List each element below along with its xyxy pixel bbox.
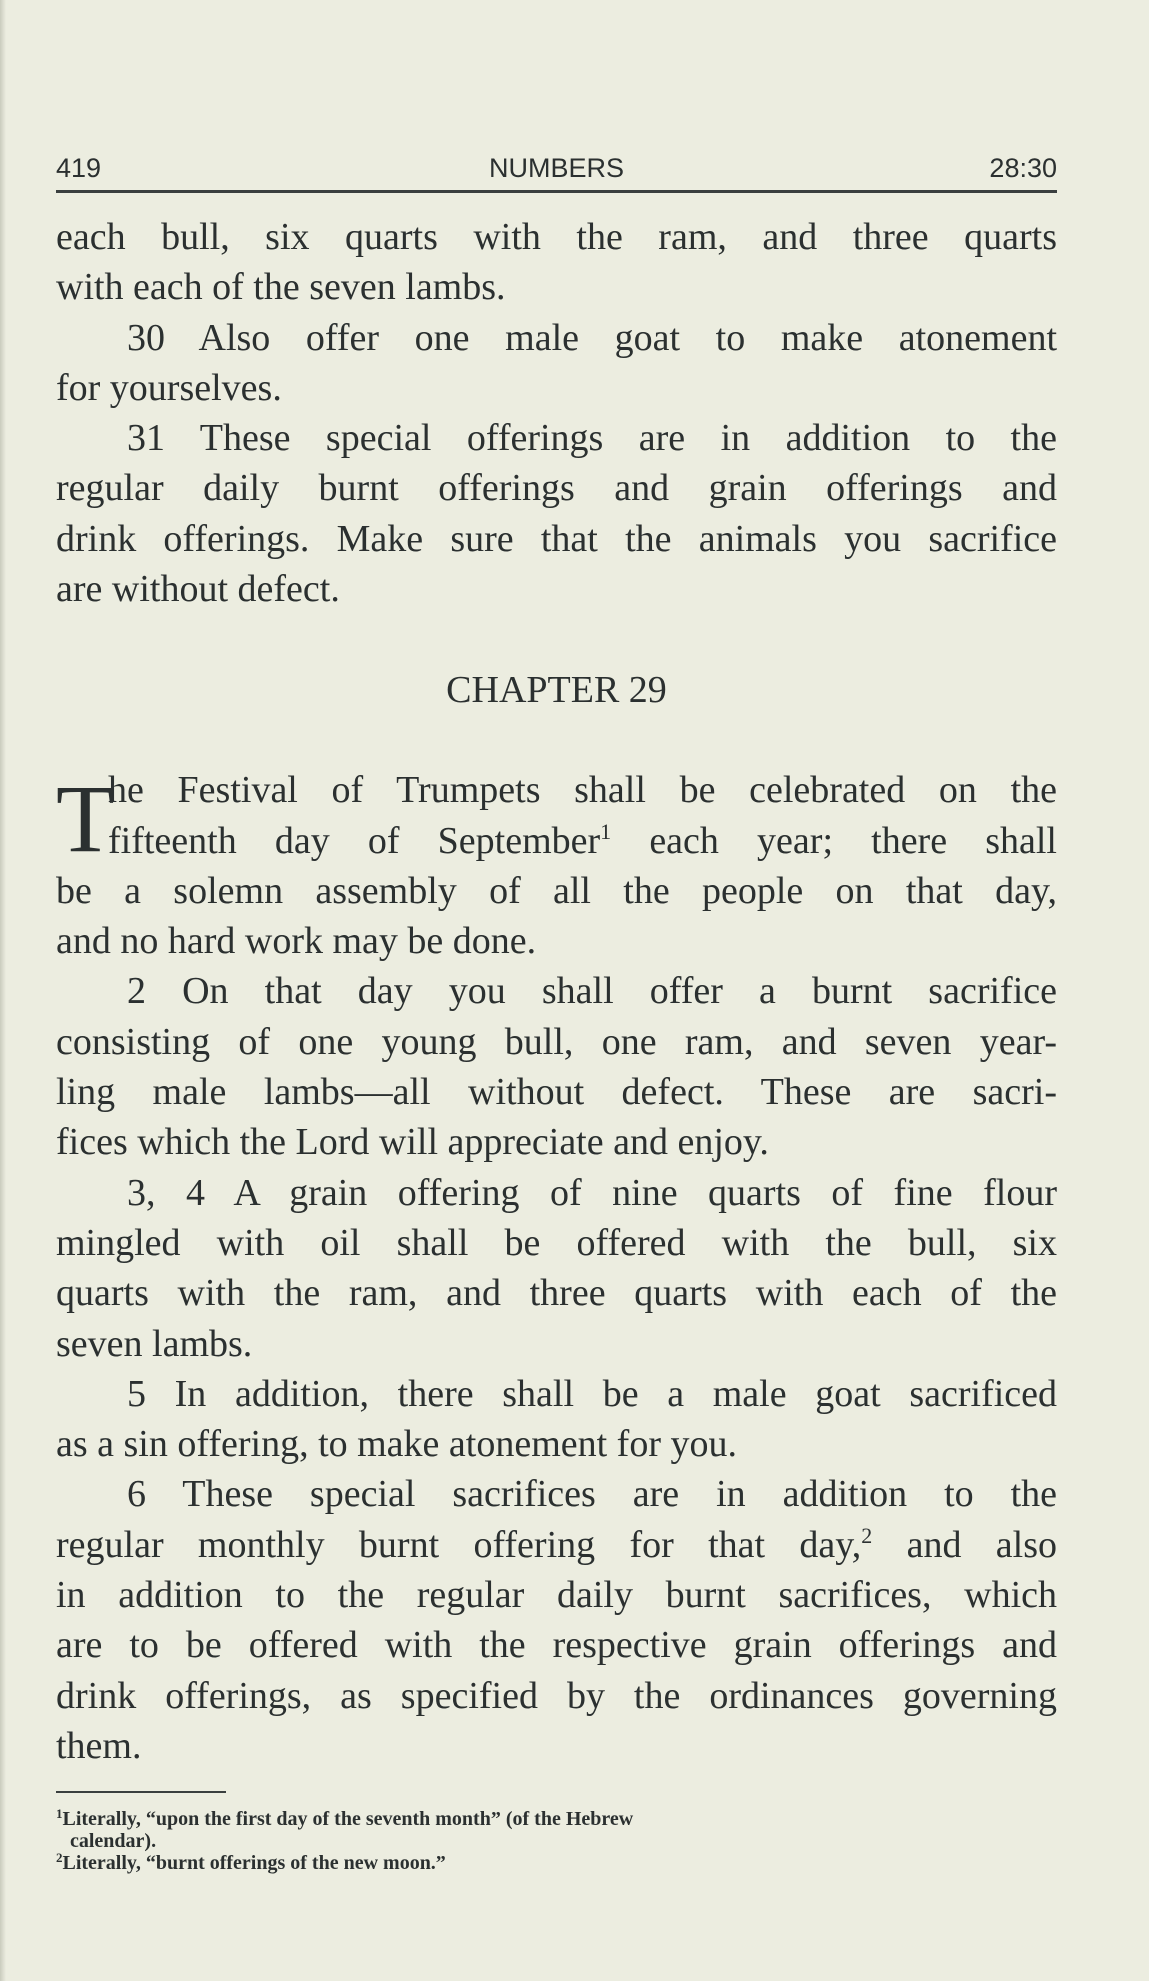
paragraph bbox=[56, 1369, 1057, 1470]
footnotes bbox=[56, 1808, 1057, 1874]
text-line bbox=[56, 1469, 1057, 1519]
line-text: 6 These special sacrifices are in addition to the bbox=[127, 1473, 1057, 1516]
book-title: NUMBERS bbox=[488, 153, 624, 183]
paragraph bbox=[56, 1168, 1057, 1369]
line-text: fices which the Lord will appreciate and enjoy. bbox=[56, 1121, 769, 1164]
line-text: 2 On that day you shall offer a burnt sacrifice bbox=[127, 970, 1057, 1013]
paragraph bbox=[56, 1469, 1057, 1771]
footnote-marker: 1 bbox=[600, 818, 612, 844]
text-line bbox=[56, 1570, 1057, 1620]
text-line bbox=[56, 1369, 1057, 1419]
line-text: in addition to the regular daily burnt sacrifices, which bbox=[56, 1574, 1057, 1617]
footnote-number: 1 bbox=[56, 1806, 63, 1821]
footnote bbox=[56, 1852, 1057, 1874]
spacer bbox=[56, 715, 1057, 765]
text-line bbox=[56, 1620, 1057, 1670]
header-rule bbox=[56, 190, 1057, 193]
text-line bbox=[56, 1419, 1057, 1469]
line-text: seven lambs. bbox=[56, 1322, 253, 1365]
line-text: consisting of one young bull, one ram, and seven year- bbox=[56, 1020, 1057, 1063]
line-text: drink offerings, as specified by the ordinances governing bbox=[56, 1674, 1057, 1717]
chapter-verse-reference: 28:30 bbox=[989, 153, 1057, 183]
paragraph bbox=[56, 966, 1057, 1167]
text-line: each bull, six quarts with the ram, and three quarts bbox=[56, 216, 1057, 258]
text-line bbox=[56, 1067, 1057, 1117]
page-body bbox=[56, 212, 1057, 1771]
line-text: and no hard work may be done. bbox=[56, 920, 537, 963]
text-line bbox=[56, 1319, 1057, 1369]
text-line bbox=[56, 1520, 1057, 1570]
text-line bbox=[56, 765, 1057, 815]
text-line: for yourselves. bbox=[56, 366, 282, 409]
line-text: them. bbox=[56, 1724, 142, 1767]
text-line: are without defect. bbox=[56, 568, 340, 611]
text-line: drink offerings. Make sure that the animals you sacrifice bbox=[56, 517, 1057, 560]
line-text: he Festival of Trumpets shall be celebrated on the bbox=[108, 769, 1057, 812]
footnote-rule bbox=[56, 1791, 226, 1793]
drop-cap: T bbox=[56, 765, 115, 873]
text-line bbox=[56, 1017, 1057, 1067]
line-text: as a sin offering, to make atonement for you. bbox=[56, 1423, 737, 1466]
line-text: 3, 4 A grain offering of nine quarts of fine flour bbox=[127, 1171, 1057, 1214]
paragraph bbox=[56, 765, 1057, 966]
text-line bbox=[56, 1268, 1057, 1318]
text-line bbox=[56, 1218, 1057, 1268]
line-text: quarts with the ram, and three quarts with each of the bbox=[56, 1272, 1057, 1315]
footnote-number: 2 bbox=[56, 1850, 63, 1865]
text-line bbox=[56, 966, 1057, 1016]
text-line: regular daily burnt offerings and grain offerings and bbox=[56, 467, 1057, 510]
line-text: fifteenth day of September bbox=[108, 819, 601, 862]
line-text: be a solemn assembly of all the people on that day, bbox=[56, 869, 1057, 912]
text-line: 31 These special offerings are in addition to the bbox=[127, 417, 1057, 460]
text-line bbox=[56, 916, 1057, 966]
footnote-text: Literally, “burnt offerings of the new moon.” bbox=[62, 1852, 446, 1874]
footnote-marker: 2 bbox=[861, 1522, 873, 1548]
footnote bbox=[56, 1808, 1057, 1852]
paragraph bbox=[56, 413, 1057, 614]
running-header bbox=[56, 150, 1057, 186]
spacer bbox=[56, 614, 1057, 664]
line-text: each year; there shall bbox=[611, 819, 1057, 862]
text-line bbox=[56, 866, 1057, 916]
text-line: 30 Also offer one male goat to make atonement bbox=[127, 316, 1057, 359]
text-line bbox=[56, 1721, 1057, 1771]
text-line bbox=[56, 1168, 1057, 1218]
text-line: with each of the seven lambs. bbox=[56, 266, 506, 309]
line-text: 5 In addition, there shall be a male goat sacrificed bbox=[127, 1372, 1057, 1415]
text-line bbox=[56, 1117, 1057, 1167]
footnote-text: Literally, “upon the first day of the seventh month” (of the Hebrew bbox=[62, 1808, 634, 1830]
line-text: regular monthly burnt offering for that day, bbox=[56, 1523, 862, 1566]
page-edge-shadow bbox=[0, 0, 6, 1981]
line-text: are to be offered with the respective grain offerings and bbox=[56, 1624, 1057, 1667]
line-text: ling male lambs—all without defect. These are sacri- bbox=[56, 1071, 1057, 1114]
paragraph bbox=[56, 212, 1057, 313]
chapter-heading: CHAPTER 29 bbox=[446, 668, 667, 711]
line-text: mingled with oil shall be offered with the bull, six bbox=[56, 1221, 1057, 1264]
text-line bbox=[56, 1671, 1057, 1721]
page-number: 419 bbox=[56, 153, 102, 183]
paragraph bbox=[56, 313, 1057, 414]
line-text: and also bbox=[872, 1523, 1057, 1566]
footnote-text-continued: calendar). bbox=[70, 1830, 157, 1852]
text-line bbox=[56, 816, 1057, 866]
